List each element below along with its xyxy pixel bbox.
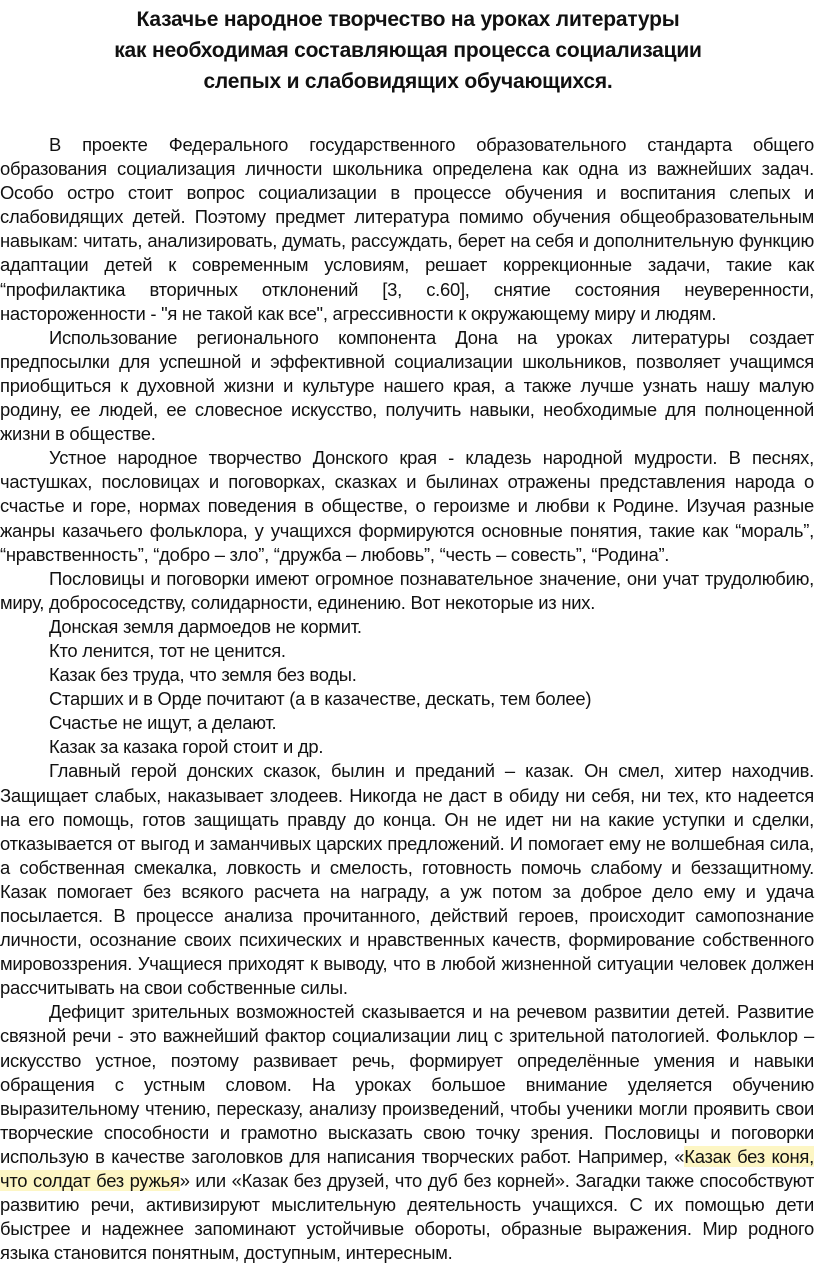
title-line-1: Казачье народное творчество на уроках литературы (136, 8, 680, 31)
paragraph-oral-folk-art: Устное народное творчество Донского края - кладезь народной мудрости. В песнях, частушках, пословицах и поговорках, сказках и былинах отражены представления народа о счастье и горе, нормах поведения в обществе, о героизме и любви к Родине. Изучая разные жанры казачьего фольклора, у учащихся формируются основные понятия, такие как “мораль”, “нравственность”, “добро – зло”, “дружба – любовь”, “честь – совесть”, “Родина”. (0, 447, 814, 565)
proverb-line: Старших и в Орде почитают (а в казачестве, дескать, тем более) (49, 688, 592, 710)
highlighted-proverb: Казак без коня, что солдат без ружья (0, 1145, 814, 1192)
proverb-line: Счастье не ищут, а делают. (49, 712, 277, 734)
paragraph-main-hero: Главный герой донских сказок, былин и преданий – казак. Он смел, хитер находчив. Защищает слабых, наказывает злодеев. Никогда не даст в обиду ни себя, ни тех, кто надеется на его помощь, готов защищать правду до конца. Он не идет ни на какие уступки и сделки, отказывается от выгод и заманчивых царских предложений. И помогает ему не волшебная сила, а собственная смекалка, ловкость и смелость, готовность помочь слабому и беззащитному. Казак помогает без всякого расчета на награду, а уж потом за доброе дело ему и удача посылается. В процессе анализа прочитанного, действий героев, происходит самопознание личности, осознание своих психических и нравственных качеств, формирование собственного мировоззрения. Учащиеся приходят к выводу, что в любой жизненной ситуации человек должен рассчитывать на свои собственные силы. (0, 760, 814, 999)
paragraph-regional-component: Использование регионального компонента Дона на уроках литературы создает предпосылки для успешной и эффективной социализации школьников, позволяет учащимся приобщиться к духовной жизни и культуре нашего края, а также лучше узнать нашу малую родину, ее людей, ее словесное искусство, получить навыки, необходимые для полноценной жизни в обществе. (0, 326, 814, 445)
proverb-line: Казак за казака горой стоит и др. (49, 736, 324, 758)
paragraph-proverbs-intro: Пословицы и поговорки имеют огромное познавательное значение, они учат трудолюбию, миру, добрососедству, солидарности, единению. Вот некоторые из них. (0, 567, 814, 613)
document-title (0, 4, 816, 97)
document-body (0, 133, 816, 1265)
proverb-line: Казак без труда, что земля без воды. (49, 664, 357, 686)
speech-text-part-2: » или «Казак без друзей, что дуб без корней». Загадки также способствуют развитию речи, активизируют мыслительную деятельность учащихся. С их помощью дети быстрее и надежнее запоминают устойчивые обороты, образные выражения. Мир родного языка становится понятным, доступным, интересным. (0, 1170, 814, 1264)
proverb-line: Донская земля дармоедов не кормит. (49, 615, 362, 637)
title-line-3: слепых и слабовидящих обучающихся. (203, 70, 613, 93)
paragraph-fgos: В проекте Федерального государственного образовательного стандарта общего образования социализация личности школьника определена как одна из важнейших задач. Особо остро стоит вопрос социализации в процессе обучения и воспитания слепых и слабовидящих детей. Поэтому предмет литература помимо обучения общеобразовательным навыкам: читать, анализировать, думать, рассуждать, берет на себя и дополнительную функцию адаптации детей к современным условиям, решает коррекционные задачи, такие как “профилактика вторичных отклонений [3, с.60], снятие состояния неуверенности, настороженности - "я не такой как все", агрессивности к окружающему миру и людям. (0, 134, 814, 324)
speech-text-part-1: Дефицит зрительных возможностей сказывается и на речевом развитии детей. Развитие связной речи - это важнейший фактор социализации лиц с зрительной патологией. Фольклор – искусство устное, поэтому развивает речь, формирует определённые умения и навыки обращения с устным словом. На уроках большое внимание уделяется обучению выразительному чтению, пересказу, анализу произведений, чтобы ученики могли проявить свои творческие способности и грамотно высказать свою точку зрения. Пословицы и поговорки использую в качестве заголовков для написания творческих работ. Например, « (0, 1001, 814, 1167)
title-line-2: как необходимая составляющая процесса социализации (114, 39, 702, 62)
proverb-line: Кто ленится, тот не ценится. (49, 639, 286, 661)
paragraph-speech-development (0, 1000, 814, 1265)
